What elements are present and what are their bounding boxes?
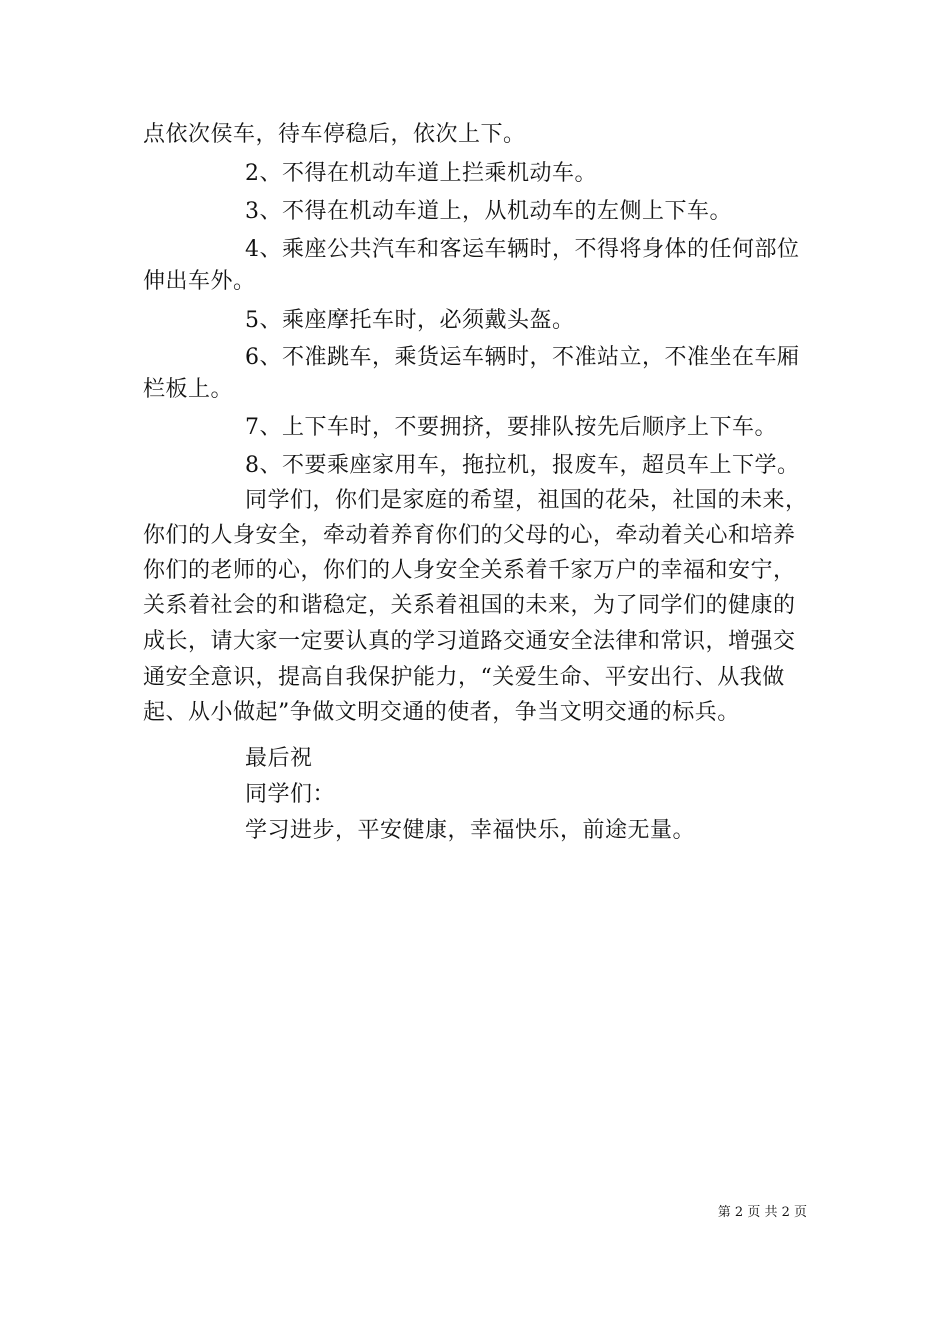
rule-item-2: 2、不得在机动车道上拦乘机动车。 [245,161,597,186]
closing-line: 最后祝 [245,746,313,771]
text-line: 关系着社会的和谐稳定，关系着祖国的未来，为了同学们的健康的 [143,593,796,618]
closing-salutation: 同学们： [245,782,336,807]
rule-item-6: 6、不准跳车，乘货运车辆时，不准站立，不准坐在车厢 [245,345,800,370]
rule-item-8: 8、不要乘座家用车，拖拉机，报废车，超员车上下学。 [245,453,800,478]
text-line: 栏板上。 [143,377,234,402]
paragraph-start: 同学们，你们是家庭的希望，祖国的花朵，社国的未来， [245,488,808,513]
rule-item-5: 5、乘座摩托车时，必须戴头盔。 [245,308,575,333]
text-line: 你们的人身安全，牵动着养育你们的父母的心，牵动着关心和培养 [143,523,796,548]
text-line: 伸出车外。 [143,269,256,294]
page-number: 第 2 页 共 2 页 [717,1205,807,1220]
text-line: 你们的老师的心，你们的人身安全关系着千家万户的幸福和安宁， [143,558,796,583]
text-line: 成长，请大家一定要认真的学习道路交通安全法律和常识，增强交 [143,629,796,654]
closing-wishes: 学习进步，平安健康，幸福快乐，前途无量。 [245,818,696,843]
rule-item-3: 3、不得在机动车道上，从机动车的左侧上下车。 [245,199,732,224]
text-line: 起、从小做起”争做文明交通的使者，争当文明交通的标兵。 [143,700,740,725]
rule-item-4: 4、乘座公共汽车和客运车辆时，不得将身体的任何部位 [245,237,800,262]
rule-item-7: 7、上下车时，不要拥挤，要排队按先后顺序上下车。 [245,415,777,440]
text-line: 点依次侯车，待车停稳后，依次上下。 [143,122,526,147]
text-line: 通安全意识，提高自我保护能力，“关爱生命、平安出行、从我做 [143,665,785,690]
